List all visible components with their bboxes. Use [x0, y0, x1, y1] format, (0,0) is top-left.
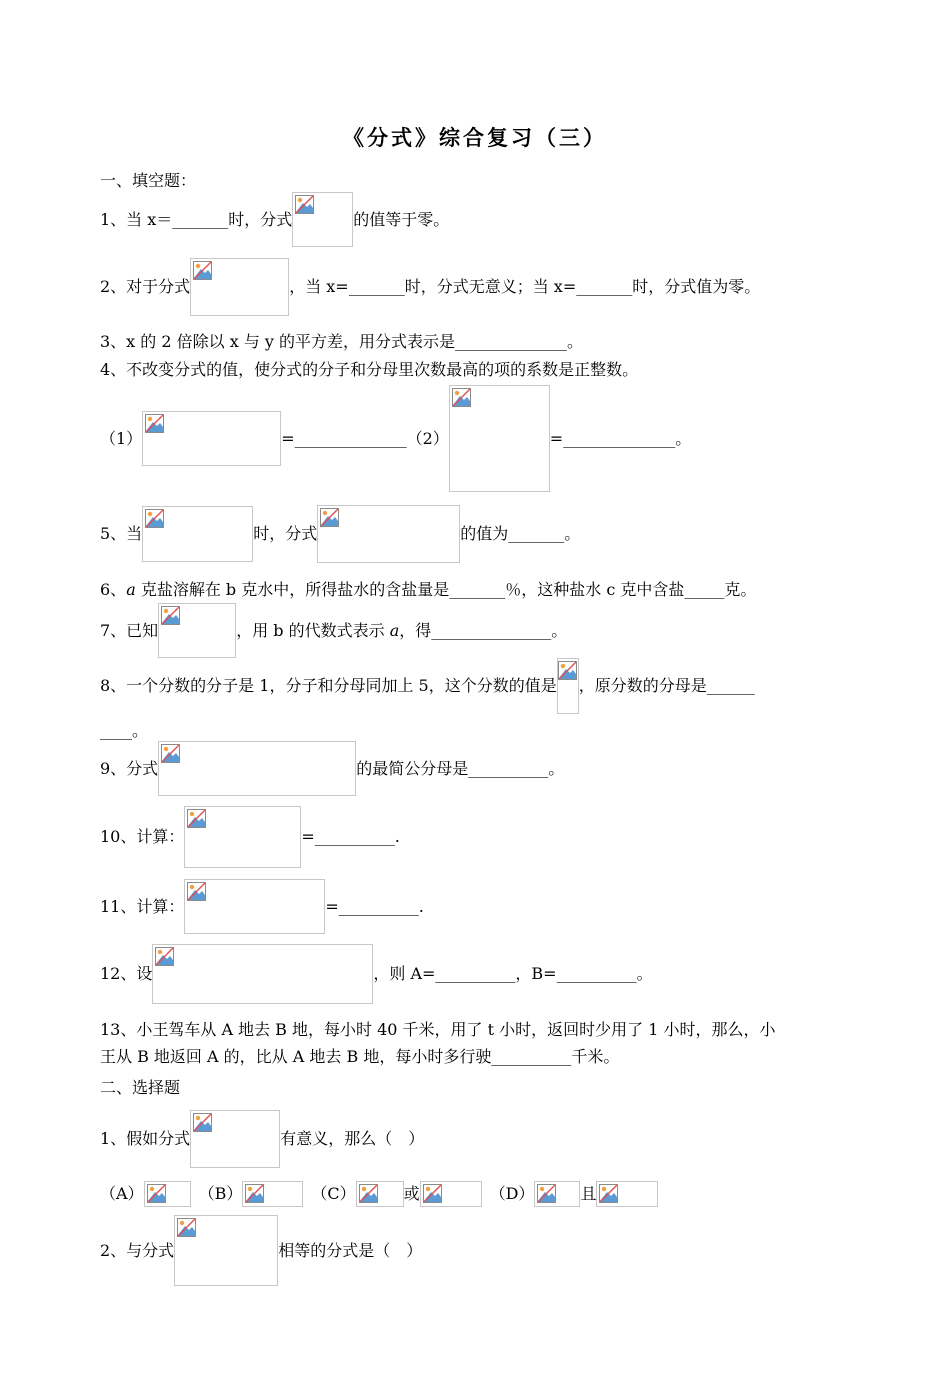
broken-image-icon	[147, 1184, 166, 1203]
option-d-label: （D）	[489, 1184, 535, 1203]
question-6	[100, 580, 756, 600]
broken-image-icon	[245, 1184, 264, 1203]
broken-image-icon	[193, 1113, 212, 1132]
question-5-text-a: 5、当	[100, 524, 143, 543]
formula-image	[557, 658, 579, 714]
question-2-text-b: ，当 x=_______时，分式无意义；当 x=_______时，分式值为零。	[289, 277, 761, 296]
broken-image-icon	[187, 882, 206, 901]
formula-image	[449, 385, 550, 492]
question-11-text-a: 11、计算：	[100, 896, 185, 916]
question-5-text-c: 的值为_______。	[460, 524, 581, 543]
question-8-text-b: ，原分数的分母是______	[578, 676, 755, 695]
broken-image-icon	[155, 947, 174, 966]
section-multiple-choice: 二、选择题	[100, 1078, 181, 1097]
question-2	[100, 258, 760, 316]
question-4-part-1-answer: =______________	[281, 428, 407, 448]
question-9	[100, 741, 564, 796]
section-fill-in: 一、填空题：	[100, 171, 197, 190]
question-7-text-b-main: ，用 b 的代数式表示	[236, 620, 390, 640]
option-c-formula-1	[356, 1181, 404, 1207]
choice-question-1-text-b: 有意义，那么（ ）	[280, 1129, 425, 1148]
question-10	[100, 806, 400, 868]
formula-image	[152, 944, 373, 1004]
question-12-text-b: ，则 A=__________，B=__________。	[373, 964, 653, 983]
question-6-variable: a	[126, 580, 136, 599]
question-1-text-b: 的值等于零。	[353, 209, 450, 229]
option-c-formula-2	[420, 1181, 482, 1207]
question-5-text-b: 时，分式	[253, 524, 318, 543]
formula-image	[317, 505, 460, 563]
question-7-variable: a	[389, 620, 400, 640]
option-a-formula	[144, 1181, 191, 1207]
broken-image-icon	[295, 195, 314, 214]
option-c-label: （C）	[311, 1184, 356, 1203]
formula-image	[190, 258, 289, 316]
question-11	[100, 879, 424, 934]
page-title: 《分式》综合复习（三）	[343, 126, 607, 150]
broken-image-icon	[452, 388, 471, 407]
broken-image-icon	[187, 809, 206, 828]
choice-question-2-text-b: 相等的分式是（ ）	[278, 1240, 423, 1260]
broken-image-icon	[423, 1184, 442, 1203]
question-8-text-a: 8、一个分数的分子是 1，分子和分母同加上 5，这个分数的值是	[100, 676, 557, 695]
question-12	[100, 944, 653, 1004]
choice-question-1	[100, 1110, 424, 1168]
formula-image	[142, 506, 253, 562]
question-12-text-a: 12、设	[100, 964, 153, 983]
formula-image	[184, 806, 301, 868]
broken-image-icon	[145, 414, 164, 433]
broken-image-icon	[537, 1184, 556, 1203]
formula-image	[158, 603, 236, 658]
broken-image-icon	[599, 1184, 618, 1203]
broken-image-icon	[145, 509, 164, 528]
broken-image-icon	[558, 661, 577, 680]
question-4-subitems	[100, 385, 691, 493]
question-7-text-b	[236, 621, 567, 641]
question-11-text-b: =__________.	[325, 896, 424, 916]
question-1	[100, 192, 449, 247]
question-8-continued: ____。	[100, 721, 149, 740]
question-7-text-c: ，得_______________。	[399, 620, 568, 640]
formula-image	[184, 879, 325, 934]
broken-image-icon	[177, 1218, 196, 1237]
broken-image-icon	[359, 1184, 378, 1203]
formula-image	[292, 192, 353, 247]
formula-image	[174, 1215, 278, 1286]
broken-image-icon	[320, 508, 339, 527]
question-4: 4、不改变分式的值，使分式的分子和分母里次数最高的项的系数是正整数。	[100, 360, 639, 379]
question-5	[100, 505, 580, 563]
choice-question-1-options	[100, 1181, 658, 1207]
question-4-part-2-label: （2）	[406, 428, 449, 448]
question-13-line-2: 王从 B 地返回 A 的，比从 A 地去 B 地，每小时多行驶__________千米。	[100, 1047, 620, 1066]
question-6-text-a: 6、	[100, 580, 127, 599]
formula-image	[190, 1110, 280, 1168]
option-b-label: （B）	[198, 1184, 243, 1203]
option-d-formula-2	[596, 1181, 658, 1207]
question-3: 3、x 的 2 倍除以 x 与 y 的平方差，用分式表示是______________。	[100, 332, 584, 351]
option-d-and: 且	[580, 1184, 597, 1203]
question-7-text-a: 7、已知	[100, 620, 159, 640]
choice-question-2	[100, 1215, 422, 1286]
choice-question-1-text-a: 1、假如分式	[100, 1129, 191, 1148]
choice-question-2-text-a: 2、与分式	[100, 1240, 175, 1260]
question-6-text-b: 克盐溶解在 b 克水中，所得盐水的含盐量是_______％，这种盐水 c 克中含盐_____克。	[135, 580, 757, 599]
question-2-text-a: 2、对于分式	[100, 277, 191, 296]
question-1-text-a: 1、当 x＝_______时，分式	[100, 209, 293, 229]
option-d-formula-1	[534, 1181, 580, 1207]
option-b-formula	[242, 1181, 303, 1207]
broken-image-icon	[161, 744, 180, 763]
formula-image	[158, 741, 356, 796]
option-a-label: （A）	[100, 1184, 144, 1203]
broken-image-icon	[161, 606, 180, 625]
question-4-part-2-answer: =______________。	[549, 428, 692, 448]
question-9-text-b: 的最简公分母是__________。	[356, 758, 565, 778]
question-4-part-1-label: （1）	[100, 428, 143, 448]
question-8	[100, 658, 755, 714]
question-7	[100, 603, 567, 658]
question-9-text-a: 9、分式	[100, 758, 159, 778]
broken-image-icon	[193, 261, 212, 280]
question-13-line-1: 13、小王驾车从 A 地去 B 地，每小时 40 千米，用了 t 小时，返回时少用了 1 小时，那么，小	[100, 1020, 776, 1039]
question-10-text-a: 10、计算：	[100, 827, 185, 846]
question-10-text-b: =__________.	[301, 827, 400, 846]
option-c-or: 或	[403, 1184, 420, 1203]
formula-image	[142, 411, 281, 466]
